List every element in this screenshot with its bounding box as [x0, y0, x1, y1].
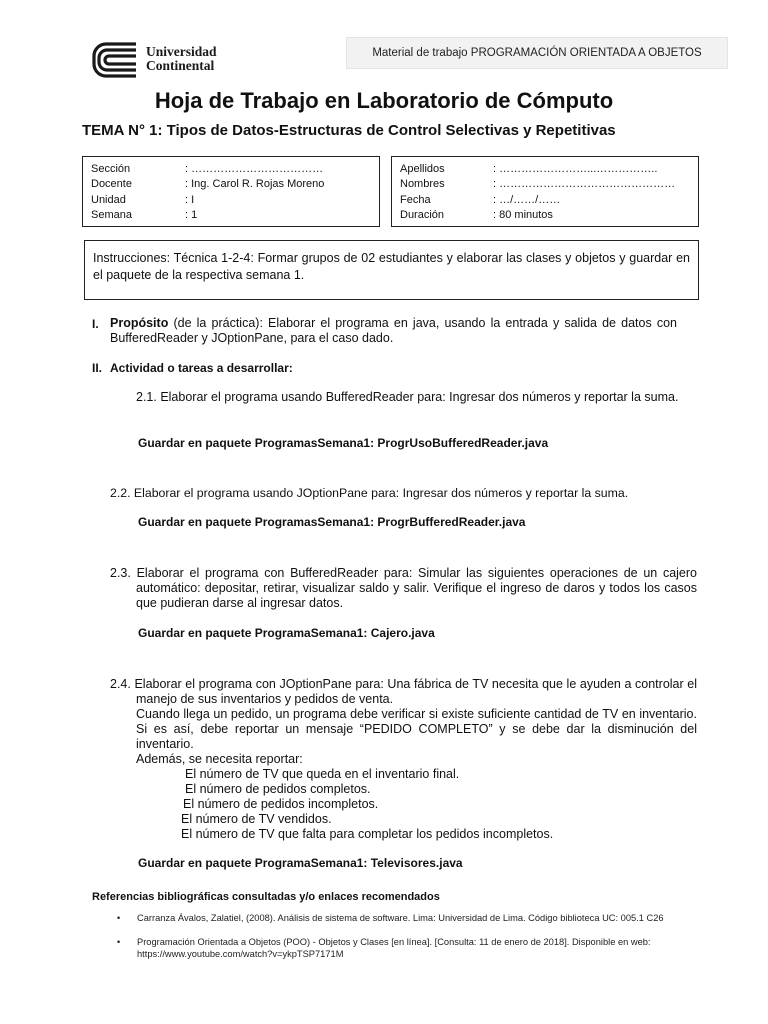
- info-row-fecha: Fecha : …/……/……: [400, 194, 561, 206]
- info-row-unidad: Unidad : I: [91, 194, 195, 206]
- reference-item: Carranza Ávalos, Zalatiel, (2008). Análisis de sistema de software. Lima: Universidad de Lima. Código biblioteca UC: 005.1 C26: [137, 913, 664, 923]
- task-2-2-text: 2.2. Elaborar el programa usando JOptionPane para: Ingresar dos números y reportar la suma.: [110, 486, 629, 500]
- section-1-label: Propósito: [110, 316, 169, 330]
- section-1-rest: (de la práctica): Elaborar el programa en java, usando la entrada y salida de datos con BufferedReader y JOptionPane, para el caso dado.: [110, 316, 677, 345]
- task-2-4-ademas: Además, se necesita reportar:: [136, 752, 303, 766]
- bullet-icon: •: [117, 937, 121, 947]
- references-title: Referencias bibliográficas consultadas y/o enlaces recomendados: [92, 891, 440, 903]
- task-2-4-text: 2.4. Elaborar el programa con JOptionPane para: Una fábrica de TV necesita que le ayuden a controlar el manejo de sus inventarios y pedidos de venta.: [110, 677, 697, 706]
- instructions-box: [84, 240, 699, 300]
- tema-heading: TEMA N° 1: Tipos de Datos-Estructuras de Control Selectivas y Repetitivas: [82, 122, 616, 139]
- info-row-seccion: Sección : ………………………………: [91, 163, 324, 175]
- task-2-4-save: Guardar en paquete ProgramaSemana1: Televisores.java: [138, 856, 463, 870]
- bullet-icon: •: [117, 913, 121, 923]
- task-2-4-paragraph: Cuando llega un pedido, un programa debe verificar si existe suficiente cantidad de TV en inventario. Si es así, debe reportar un mensaje “PEDIDO COMPLETO” y se debe dar la disminución del inventario.: [136, 707, 697, 751]
- task-2-2-save: Guardar en paquete ProgramasSemana1: ProgrBufferedReader.java: [138, 515, 526, 529]
- info-row-semana: Semana : 1: [91, 209, 198, 221]
- logo-text-line1: Universidad: [146, 44, 217, 59]
- reference-item: Programación Orientada a Objetos (POO) - Objetos y Clases [en línea]. [Consulta: 11 de enero de 2018]. Disponible en web: https://www.youtube.com/watch?v=ykpTSP7171M: [137, 937, 651, 959]
- material-banner: Material de trabajo PROGRAMACIÓN ORIENTADA A OBJETOS: [346, 37, 728, 69]
- task-2-3-text: 2.3. Elaborar el programa con BufferedReader para: Simular las siguientes operaciones de un cajero automático: depositar, retirar, visualizar saldo y salir. Verifique el ingreso de daros y todos los casos que pudieran darse al ingresar datos.: [110, 566, 697, 610]
- info-row-nombres: Nombres : …………………………………………: [400, 178, 676, 190]
- info-box-right: [391, 156, 699, 227]
- logo-mark-icon: [92, 42, 140, 78]
- instructions-text: Instrucciones: Técnica 1-2-4: Formar grupos de 02 estudiantes y elaborar las clases y objetos y guardar en el paquete de la respectiva semana 1.: [93, 251, 690, 282]
- page-title: Hoja de Trabajo en Laboratorio de Cómputo: [154, 88, 614, 113]
- info-row-apellidos: Apellidos : ……………………...……………..: [400, 163, 658, 175]
- report-item: El número de TV que falta para completar los pedidos incompletos.: [181, 827, 554, 841]
- section-1-number: I.: [92, 317, 99, 331]
- info-row-docente: Docente : Ing. Carol R. Rojas Moreno: [91, 178, 325, 190]
- task-2-1-text: 2.1. Elaborar el programa usando BufferedReader para: Ingresar dos números y reportar la suma.: [136, 390, 679, 404]
- task-2-1-save: Guardar en paquete ProgramasSemana1: ProgrUsoBufferedReader.java: [138, 436, 549, 450]
- task-2-3-save: Guardar en paquete ProgramaSemana1: Cajero.java: [138, 626, 435, 640]
- report-item: El número de pedidos incompletos.: [183, 797, 379, 811]
- info-box-left: [82, 156, 380, 227]
- report-item: El número de TV vendidos.: [181, 812, 332, 826]
- report-item: El número de TV que queda en el inventario final.: [185, 767, 460, 781]
- info-row-duracion: Duración : 80 minutos: [400, 209, 553, 221]
- section-1-text: [110, 316, 677, 346]
- section-2-number: II.: [92, 361, 103, 375]
- section-2-label: Actividad o tareas a desarrollar:: [110, 361, 293, 375]
- university-logo: [92, 42, 252, 78]
- logo-text-line2: Continental: [146, 58, 215, 73]
- report-item: El número de pedidos completos.: [185, 782, 371, 796]
